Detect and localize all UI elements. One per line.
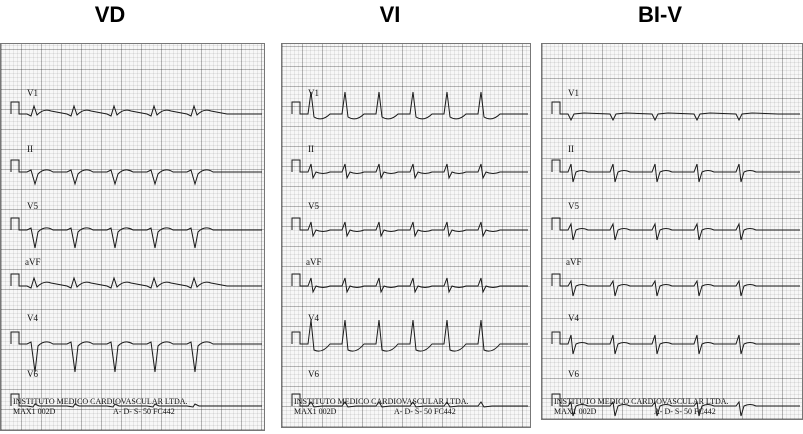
lead-label-v6: V6: [308, 369, 319, 379]
ecg-panel-vd: [0, 43, 265, 431]
ecg-trace-lead-3: [11, 218, 262, 248]
lead-label-v4: V4: [308, 313, 319, 323]
lead-label-ii: II: [308, 144, 314, 154]
ecg-traces-biv: [542, 44, 803, 420]
footer-institution: INSTITUTO MEDICO CARDIOVASCULAR LTDA.: [294, 397, 469, 406]
lead-label-ii: II: [27, 144, 33, 154]
panel-title-vi: VI: [379, 2, 401, 27]
lead-label-v5: V5: [308, 201, 319, 211]
lead-label-v4: V4: [27, 313, 38, 323]
lead-label-v1: V1: [308, 88, 319, 98]
ecg-trace-lead-5: [11, 332, 262, 372]
lead-label-v6: V6: [27, 369, 38, 379]
ecg-trace-lead-1: [292, 92, 528, 119]
footer-settings: A- D- S- 50 FC442: [394, 407, 456, 416]
footer-device: MAX1 002D: [13, 407, 56, 416]
ecg-trace-lead-2: [11, 160, 262, 184]
lead-label-v6: V6: [568, 369, 579, 379]
ecg-panel-biv: [541, 43, 803, 420]
ecg-trace-lead-3: [292, 218, 528, 236]
footer-settings: A- D- S- 50 FC442: [654, 407, 716, 416]
lead-label-v4: V4: [568, 313, 579, 323]
ecg-trace-lead-4: [552, 274, 800, 296]
panel-title-biv: BI-V: [638, 2, 682, 27]
lead-label-avf: aVF: [306, 257, 322, 267]
ecg-trace-lead-1: [11, 102, 262, 116]
ecg-trace-lead-5: [552, 332, 800, 354]
lead-label-v5: V5: [568, 201, 579, 211]
ecg-trace-lead-2: [292, 160, 528, 178]
footer-institution: INSTITUTO MEDICO CARDIOVASCULAR LTDA.: [13, 397, 188, 406]
lead-label-avf: aVF: [566, 257, 582, 267]
lead-label-avf: aVF: [25, 257, 41, 267]
lead-label-ii: II: [568, 144, 574, 154]
lead-label-v5: V5: [27, 201, 38, 211]
ecg-panel-vi: [281, 43, 531, 428]
footer-settings: A- D- S- 50 FC442: [113, 407, 175, 416]
ecg-trace-lead-2: [552, 160, 800, 182]
ecg-trace-lead-4: [292, 274, 528, 292]
panel-title-vd: VD: [94, 2, 126, 27]
ecg-trace-lead-1: [552, 102, 800, 120]
ecg-trace-lead-4: [11, 274, 262, 288]
ecg-traces-vd: [1, 44, 265, 431]
footer-institution: INSTITUTO MEDICO CARDIOVASCULAR LTDA.: [554, 397, 729, 406]
footer-device: MAX1 002D: [294, 407, 337, 416]
ecg-traces-vi: [282, 44, 531, 428]
lead-label-v1: V1: [27, 88, 38, 98]
ecg-trace-lead-5: [292, 320, 528, 351]
footer-device: MAX1 002D: [554, 407, 597, 416]
ecg-trace-lead-3: [552, 218, 800, 240]
lead-label-v1: V1: [568, 88, 579, 98]
